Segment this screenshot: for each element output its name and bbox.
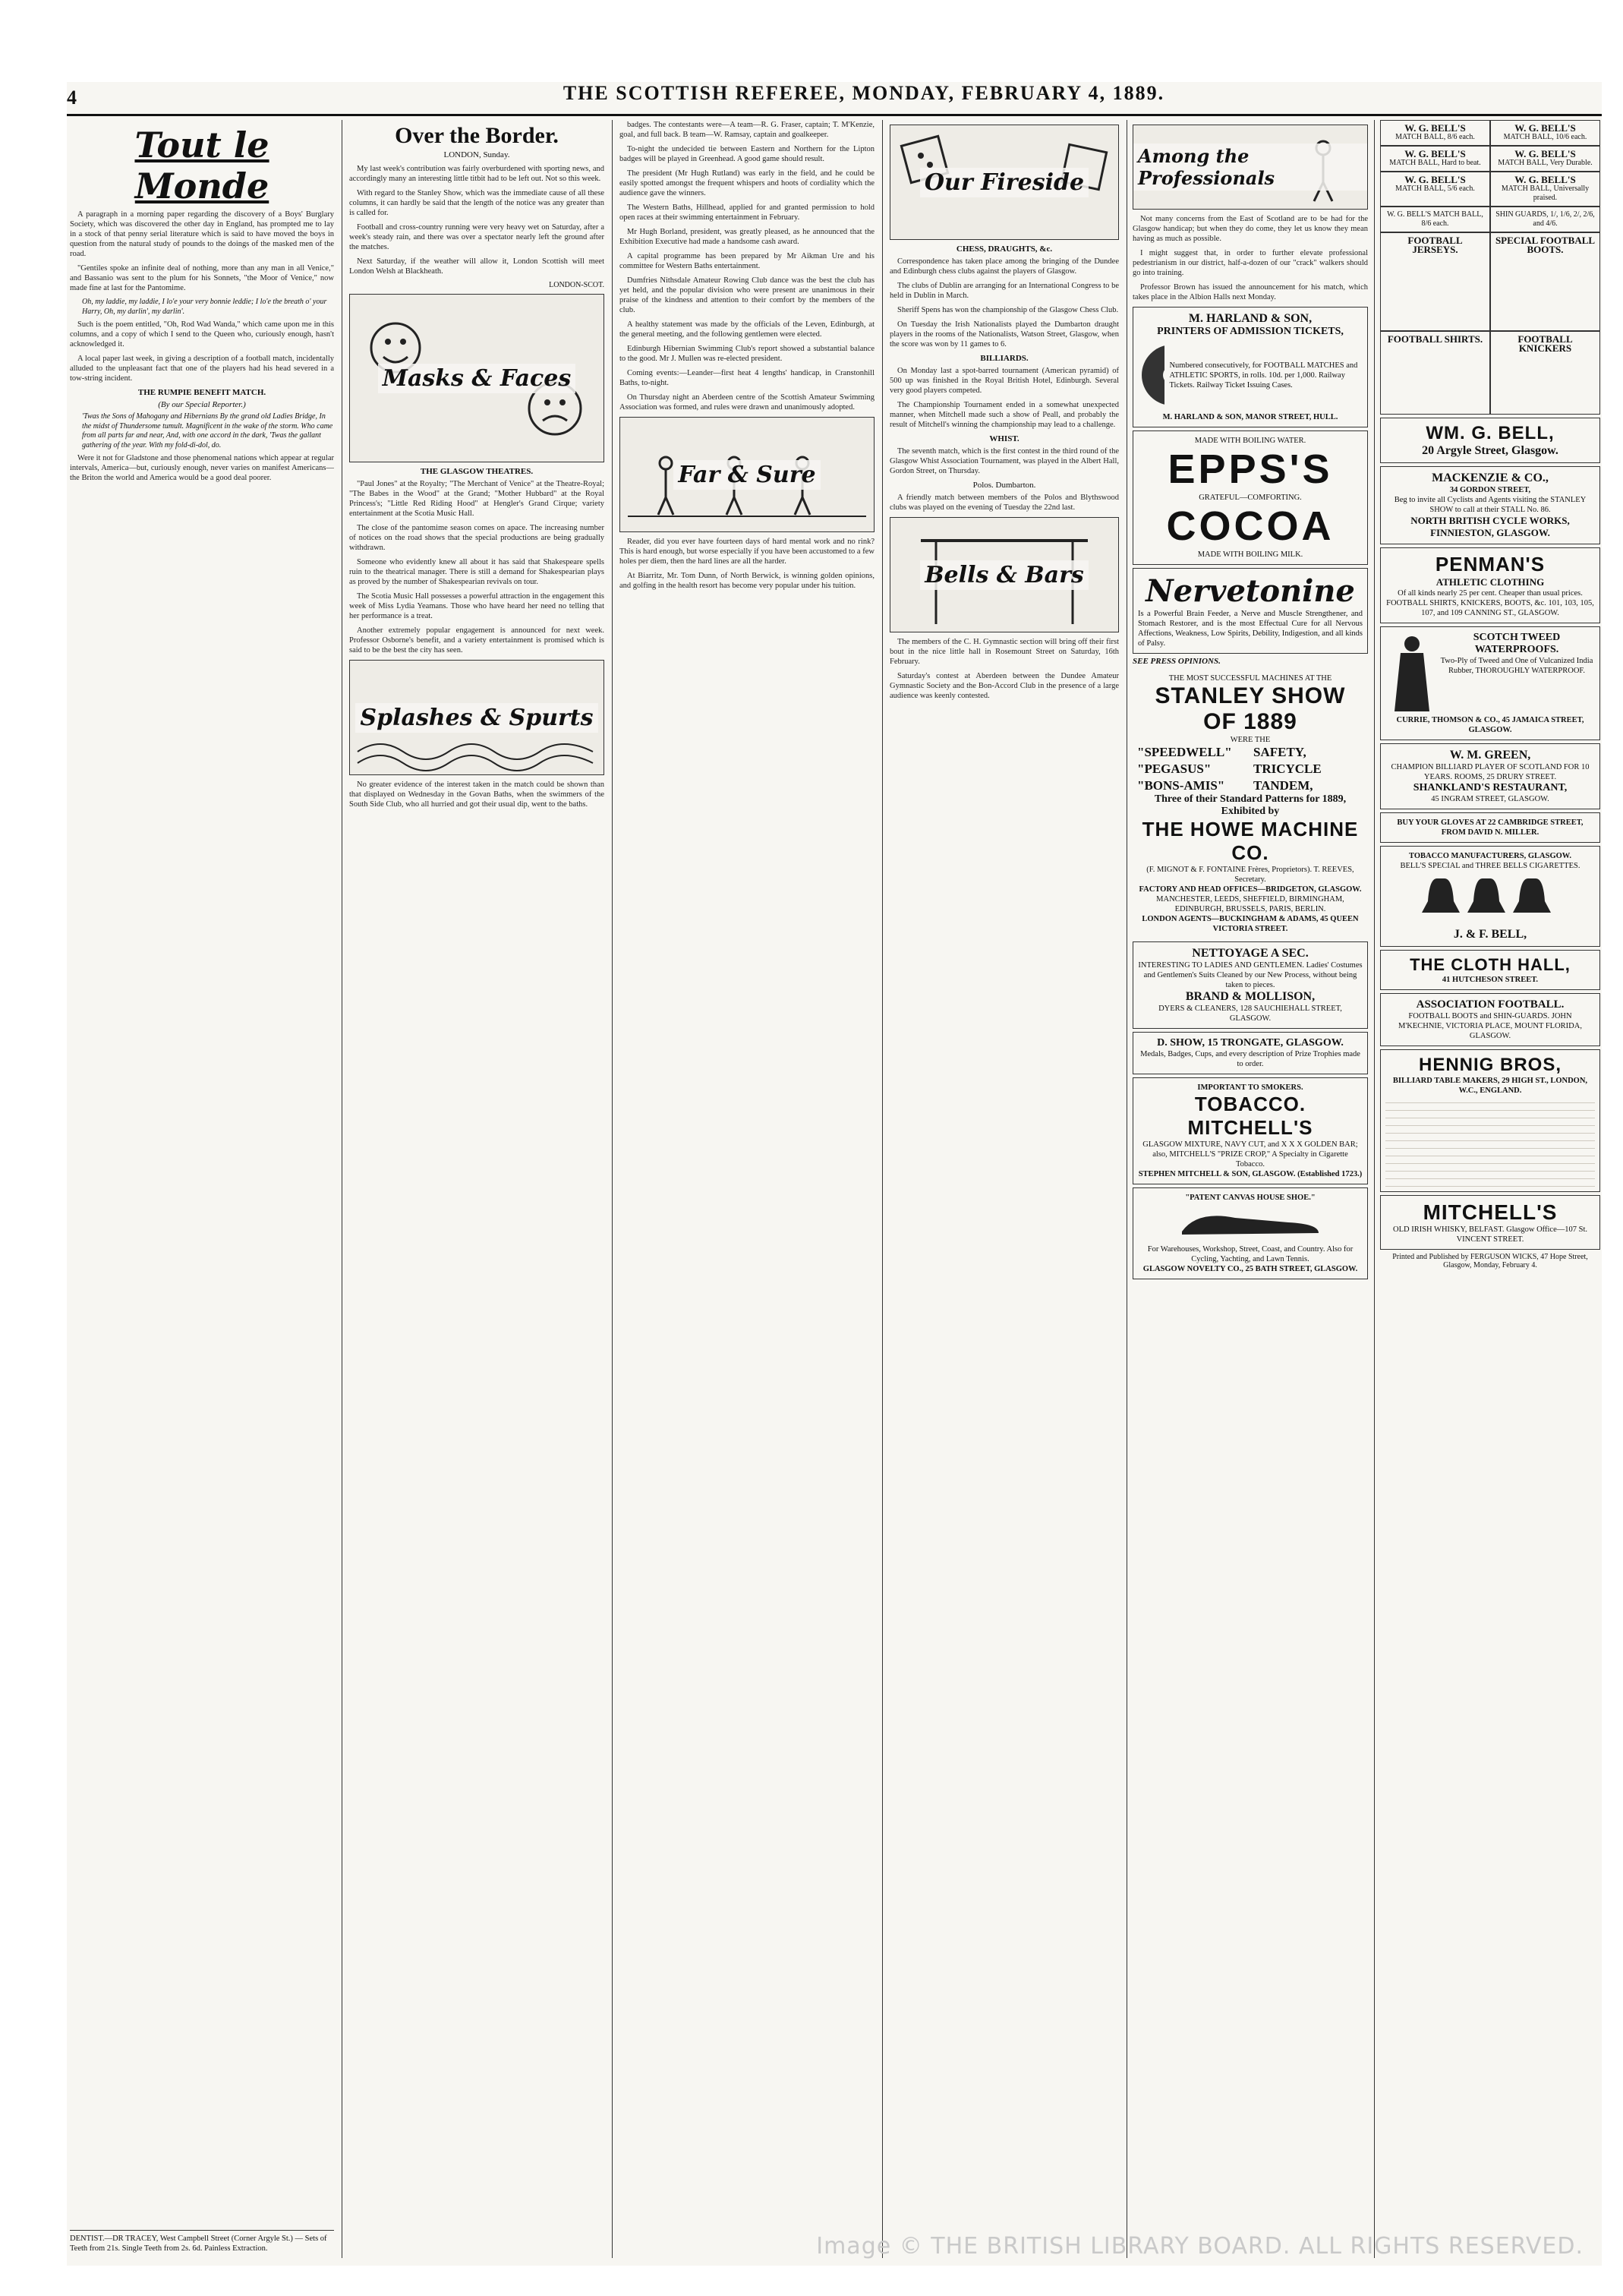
association-body: FOOTBALL BOOTS and SHIN-GUARDS. JOHN M'KECHNIE, VICTORIA PLACE, MOUNT FLORIDA, GLASGOW. bbox=[1398, 1012, 1582, 1040]
byline: (By our Special Reporter.) bbox=[158, 400, 246, 409]
results-table-header: Polos. Dumbarton. bbox=[972, 481, 1036, 490]
splashes-and-spurts-illustration bbox=[349, 660, 604, 775]
article-paragraph: Dumfries Nithsdale Amateur Rowing Club dance was the best the club has yet held, and the popular division who were present are unanimous in their praise of the kindness and attention to their comfort by the members of the club. bbox=[619, 276, 875, 314]
article-paragraph: No greater evidence of the interest taken in the match could be shown than that displayed on Wednesday in the Govan Baths, when the swimmers of the South Side Club, who all hurried and got their usual dip, went to the baths. bbox=[349, 781, 604, 809]
article-paragraph: On Thursday night an Aberdeen centre of the Scottish Amateur Swimming Association was formed, and rules were drawn and unanimously adopted. bbox=[619, 393, 875, 412]
article-paragraph: The president (Mr Hugh Rutland) was early in the field, and he could be easily spotted amongst the frequent whispers and hoots of cordiality which the audience gave the winners. bbox=[619, 169, 875, 197]
article-paragraph: "Gentiles spoke an infinite deal of nothing, more than any man in all Venice," and Bassanio was sent to the plum for his Sonnets, "the Moor of Venice," now made fine at last for the Pantomime. bbox=[70, 264, 334, 292]
mitchell-tobacco-advert bbox=[1133, 1077, 1368, 1184]
canvas-shoe-advert bbox=[1133, 1187, 1368, 1279]
harland-advert bbox=[1133, 307, 1368, 427]
association-heading: ASSOCIATION FOOTBALL. bbox=[1416, 998, 1565, 1011]
association-football-advert bbox=[1380, 993, 1600, 1046]
masthead: THE SCOTTISH REFEREE, MONDAY, FEBRUARY 4, 1889. bbox=[563, 82, 1165, 104]
illustration-caption: Far & Sure bbox=[673, 460, 820, 490]
mitchells-whisky-name: MITCHELL'S bbox=[1423, 1200, 1558, 1224]
nb-cycle-works: NORTH BRITISH CYCLE WORKS, FINNIESTON, GLASGOW. bbox=[1410, 515, 1570, 538]
d-show-advert bbox=[1133, 1032, 1368, 1074]
our-fireside-illustration bbox=[890, 125, 1119, 240]
novelty-address: GLASGOW NOVELTY CO., 25 BATH STREET, GLASGOW. bbox=[1142, 1265, 1358, 1273]
howe-factory: FACTORY AND HEAD OFFICES—BRIDGETON, GLASGOW. bbox=[1139, 885, 1362, 894]
masks-and-faces-illustration bbox=[349, 294, 604, 462]
column-over-the-border bbox=[349, 120, 604, 2253]
epps-cocoa-advert bbox=[1133, 430, 1368, 565]
mitchells-whisky-advert bbox=[1380, 1195, 1600, 1250]
epps-water-line: MADE WITH BOILING WATER. bbox=[1194, 437, 1306, 445]
article-paragraph: The Scotia Music Hall possesses a powerful attraction in the engagement this week of Miss Lydia Yeamans. Those who have heard her need no telling that her performance is a treat. bbox=[349, 592, 604, 620]
column-our-fireside bbox=[890, 120, 1119, 2253]
currie-thomson: CURRIE, THOMSON & CO., 45 JAMAICA STREET, GLASGOW. bbox=[1396, 716, 1584, 734]
article-paragraph: Professor Brown has issued the announcement for his match, which takes place in the Albion Halls next Monday. bbox=[1133, 283, 1368, 301]
bell-ad-cell: W. G. BELL'S MATCH BALL, Very Durable. bbox=[1490, 146, 1600, 172]
section-subheading: THE GLASGOW THEATRES. bbox=[420, 467, 534, 476]
article-paragraph: A capital programme has been prepared by Mr Aikman Ure and his committee for Western Baths entertainment. bbox=[619, 252, 875, 270]
column-professionals-and-ads bbox=[1133, 120, 1368, 2253]
poem: Oh, my laddie, my laddie, I lo'e your very bonnie leddie; I lo'e the breath o' your Harry, Oh, my darlin', my darlin'. bbox=[82, 298, 327, 316]
penman-name: PENMAN'S bbox=[1435, 553, 1546, 576]
epps-brand: EPPS'S bbox=[1168, 446, 1333, 492]
penman-sub: ATHLETIC CLOTHING bbox=[1435, 576, 1545, 588]
stanley-title: STANLEY SHOW OF 1889 bbox=[1155, 683, 1346, 734]
gloves-body: BUY YOUR GLOVES AT 22 CAMBRIDGE STREET, FROM DAVID N. MILLER. bbox=[1397, 818, 1584, 837]
signature: LONDON-SCOT. bbox=[549, 281, 604, 289]
cloth-hall-address: 41 HUTCHESON STREET. bbox=[1442, 976, 1539, 984]
advert-heading: M. HARLAND & SON, bbox=[1188, 312, 1313, 325]
article-paragraph: The Western Baths, Hillhead, applied for and granted permission to hold open races at their swimming entertainment in February. bbox=[619, 203, 875, 222]
article-paragraph: Edinburgh Hibernian Swimming Club's report showed a substantial balance to the good. Mr J. Mullen was re-elected president. bbox=[619, 345, 875, 363]
article-paragraph: Such is the poem entitled, "Oh, Rod Wad Wanda," which came upon me in this columns, and a copy of which I send to the Queen who, curiously enough, hasn't acknowledged it. bbox=[70, 320, 334, 348]
green-name: W. M. GREEN, bbox=[1449, 749, 1531, 762]
advert-subheading: PRINTERS OF ADMISSION TICKETS, bbox=[1157, 326, 1344, 337]
d-show-heading: D. SHOW, 15 TRONGATE, GLASGOW. bbox=[1157, 1037, 1344, 1049]
cloth-hall-name: THE CLOTH HALL, bbox=[1410, 955, 1571, 974]
shirts-heading: FOOTBALL SHIRTS. bbox=[1387, 333, 1483, 345]
article-paragraph: Not many concerns from the East of Scotland are to be had for the Glasgow handicap; but when they do come, they let us know they mean having as much as possible. bbox=[1133, 215, 1368, 243]
penman-body: Of all kinds nearly 25 per cent. Cheaper than usual prices. FOOTBALL SHIRTS, KNICKERS, BOOTS, &c. 101, 103, 105, 107, and 109 CANNING ST., GLASGOW. bbox=[1386, 589, 1594, 617]
mackenzie-advert bbox=[1380, 466, 1600, 544]
column-divider bbox=[1374, 120, 1375, 2258]
dentist-advert bbox=[70, 2230, 334, 2253]
stanley-show-advert bbox=[1133, 669, 1368, 938]
illustration-caption: Among the Professionals bbox=[1133, 144, 1367, 191]
article-paragraph: The clubs of Dublin are arranging for an International Congress to be held in Dublin in March. bbox=[890, 282, 1119, 300]
shankland-address: 45 INGRAM STREET, GLASGOW. bbox=[1431, 795, 1549, 803]
waterproofs-heading: SCOTCH TWEED WATERPROOFS. bbox=[1473, 632, 1561, 655]
green-body: CHAMPION BILLIARD PLAYER OF SCOTLAND FOR 10 YEARS. ROOMS, 25 DRURY STREET. bbox=[1391, 763, 1590, 781]
article-paragraph: Another extremely popular engagement is announced for next week. Professor Osborne's benefit, and a variety entertainment is promised which is said to be the best the city has seen. bbox=[349, 626, 604, 654]
ticket-roll-icon bbox=[1138, 341, 1164, 409]
shoe-body: For Warehouses, Workshop, Street, Coast, and Country. Also for Cycling, Yachting, and Lawn Tennis. bbox=[1147, 1245, 1354, 1263]
image-credit: Image © THE BRITISH LIBRARY BOARD. ALL RIGHTS RESERVED. bbox=[816, 2233, 1584, 2260]
shankland-name: SHANKLAND'S RESTAURANT, bbox=[1413, 782, 1568, 793]
article-paragraph: Coming events:—Leander—first heat 4 lengths' handicap, in Cranstonhill Baths, to-night. bbox=[619, 369, 875, 387]
article-paragraph: The members of the C. H. Gymnastic section will bring off their first bout in the nice little hall in Rosemount Street on Saturday, 16th February. bbox=[890, 638, 1119, 666]
brand-mollison: BRAND & MOLLISON, bbox=[1185, 990, 1316, 1003]
tobacco-word: TOBACCO. bbox=[1194, 1093, 1306, 1115]
article-paragraph: Saturday's contest at Aberdeen between the Dundee Amateur Gymnastic Society and the Bon-Accord Club in the presence of a large audience was keenly contested. bbox=[890, 672, 1119, 700]
gloves-advert bbox=[1380, 812, 1600, 843]
section-subheading: THE RUMPIE BENEFIT MATCH. bbox=[137, 388, 266, 397]
nettoyage-heading: NETTOYAGE A SEC. bbox=[1192, 947, 1309, 960]
among-the-professionals-illustration bbox=[1133, 125, 1368, 210]
article-paragraph: With regard to the Stanley Show, which was the immediate cause of all these columns, it can hardly be said that the length of the notice was any greater than is called for. bbox=[349, 189, 604, 217]
stanley-three-patterns: Three of their Standard Patterns for 1889, Exhibited by bbox=[1154, 793, 1347, 817]
article-paragraph: A local paper last week, in giving a description of a football match, incidentally alluded to the unpleasant fact that one of the players had his head severed in a tow-string incident. bbox=[70, 355, 334, 383]
machine-type-tandem: TANDEM, bbox=[1253, 778, 1313, 793]
jf-bell-name: J. & F. BELL, bbox=[1453, 928, 1527, 941]
nettoyage-advert bbox=[1133, 941, 1368, 1029]
section-subheading: WHIST. bbox=[989, 434, 1019, 443]
article-paragraph: My last week's contribution was fairly overburdened with sporting news, and accordingly many an interesting little titbit had to be left out. Not so this week. bbox=[349, 165, 604, 183]
stanley-top: THE MOST SUCCESSFUL MACHINES AT THE bbox=[1168, 674, 1332, 683]
mitchells-footer: STEPHEN MITCHELL & SON, GLASGOW. (Established 1723.) bbox=[1138, 1170, 1363, 1178]
article-paragraph: Next Saturday, if the weather will allow it, London Scottish will meet London Welsh at Blackheath. bbox=[349, 257, 604, 276]
nervetonine-advert bbox=[1133, 568, 1368, 654]
machine-type-safety: SAFETY, bbox=[1253, 745, 1306, 759]
howe-machine-company: THE HOWE MACHINE CO. bbox=[1142, 818, 1359, 864]
epps-tagline: GRATEFUL—COMFORTING. bbox=[1199, 494, 1302, 502]
mackenzie-address: 34 GORDON STREET, bbox=[1449, 486, 1531, 494]
article-paragraph: badges. The contestants were—A team—R. G. Fraser, captain; T. M'Kenzie, goal, and full back. B team—W. Ramsay, captain and goalkeeper. bbox=[619, 121, 875, 139]
advert-body: Numbered consecutively, for FOOTBALL MATCHES and ATHLETIC SPORTS, in rolls. 10d. per 1,000. Railway Tickets. Railway Ticket Issuing Cases. bbox=[1169, 361, 1358, 390]
bell-ad-cell: W. G. BELL'S MATCH BALL, 8/6 each. bbox=[1380, 207, 1490, 232]
waterproofs-body: Two-Ply of Tweed and One of Vulcanized India Rubber, THOROUGHLY WATERPROOF. bbox=[1440, 657, 1593, 675]
illustration-caption: Bells & Bars bbox=[920, 560, 1089, 590]
article-paragraph: Were it not for Gladstone and those phenomenal nations which appear at regular intervals, America—but, curiously enough, never varies on manifest Americans—the Briton the world and America would be a good deal poorer. bbox=[70, 454, 334, 482]
article-paragraph: On Tuesday the Irish Nationalists played the Dumbarton draught players in the rooms of the Nationalists, Watson Street, Glasgow, when the score was won by 11 games to 6. bbox=[890, 320, 1119, 348]
poem: 'Twas the Sons of Mahogany and Hibernians By the grand old Ladies Bridge, In the midst of Thundersome tumult. Magnificent in the wake of the storm. Who came from all parts far and near, And, with one accord in the dark, 'Twas the gallant gathering of the year. With my fold-di-dol, do. bbox=[82, 412, 333, 449]
masthead-rule bbox=[67, 114, 1602, 116]
machine-bons-amis: "BONS-AMIS" bbox=[1137, 778, 1225, 793]
shoe-icon bbox=[1174, 1203, 1326, 1241]
article-paragraph: Correspondence has taken place among the bringing of the Dundee and Edinburgh chess clubs against the players of Glasgow. bbox=[890, 257, 1119, 276]
hennig-bros-advert bbox=[1380, 1049, 1600, 1192]
article-paragraph: To-night the undecided tie between Eastern and Northern for the Lipton badges will be played in Greenhead. A good game should result. bbox=[619, 145, 875, 163]
man-in-coat-icon bbox=[1385, 632, 1439, 715]
jf-bell-sub: TOBACCO MANUFACTURERS, GLASGOW. bbox=[1409, 852, 1571, 860]
wm-bell-address: 20 Argyle Street, Glasgow. bbox=[1422, 444, 1558, 457]
section-title: Over the Border. bbox=[395, 123, 559, 148]
hennig-sub: BILLIARD TABLE MAKERS, 29 HIGH ST., LONDON, W.C., ENGLAND. bbox=[1392, 1077, 1588, 1095]
bells-and-bars-illustration bbox=[890, 517, 1119, 632]
waterproofs-advert bbox=[1380, 626, 1600, 740]
column-tout-le-monde bbox=[70, 120, 334, 2253]
machine-type-tricycle: TRICYCLE bbox=[1253, 762, 1322, 776]
mackenzie-body: Beg to invite all Cyclists and Agents visiting the STANLEY SHOW to call at their STALL No. 86. bbox=[1394, 496, 1587, 514]
article-paragraph: Sheriff Spens has won the championship of the Glasgow Chess Club. bbox=[897, 306, 1119, 314]
article-paragraph: Reader, did you ever have fourteen days of hard mental work and no rink? This is hard enough, but worse especially if you have been accustomed to a few holes per diem, then the hard lines are all the harder. bbox=[619, 538, 875, 566]
green-billiards-advert bbox=[1380, 743, 1600, 809]
penman-advert bbox=[1380, 547, 1600, 623]
hennig-name: HENNIG BROS, bbox=[1418, 1055, 1562, 1075]
far-and-sure-illustration bbox=[619, 417, 875, 532]
stanley-were: WERE THE bbox=[1230, 736, 1271, 744]
mackenzie-name: MACKENZIE & CO., bbox=[1432, 472, 1549, 484]
nettoyage-body: INTERESTING TO LADIES AND GENTLEMEN. Ladies' Costumes and Gentlemen's Suits Cleaned by our New Process, without being taken to pieces. bbox=[1138, 961, 1363, 989]
bell-ad-cell: W. G. BELL'S MATCH BALL, 10/6 each. bbox=[1490, 120, 1600, 146]
article-paragraph: "Paul Jones" at the Royalty; "The Merchant of Venice" at the Theatre-Royal; "The Babes in the Wood" at the Grand; "Mother Hubbard" at the Royal Princess's; "Little Red Riding Hood" at Hengler's Grand Cirque; variety entertainment at the Scotia Music Hall. bbox=[349, 480, 604, 518]
wm-bell-name: WM. G. BELL, bbox=[1426, 423, 1555, 443]
illustration-caption: Our Fireside bbox=[920, 168, 1089, 197]
article-paragraph: I might suggest that, in order to further elevate professional pedestrianism in our district, half-a-dozen of our "crack" walkers should go into training. bbox=[1133, 249, 1368, 277]
hennig-body-text bbox=[1385, 1096, 1595, 1187]
jerseys-heading: FOOTBALL JERSEYS. bbox=[1407, 235, 1463, 255]
brand-mollison-address: DYERS & CLEANERS, 128 SAUCHIEHALL STREET, GLASGOW. bbox=[1158, 1004, 1342, 1023]
section-subheading: BILLIARDS. bbox=[980, 354, 1029, 363]
article-paragraph: A friendly match between members of the Polos and Blythswood clubs was played on the evening of Tuesday the 22nd last. bbox=[890, 494, 1119, 512]
epps-milk-line: MADE WITH BOILING MILK. bbox=[1197, 550, 1303, 559]
article-paragraph: Mr Hugh Borland, president, was greatly pleased, as he announced that the Exhibition Executive had made a handsome cash award. bbox=[619, 228, 875, 246]
article-paragraph: On Monday last a spot-barred tournament (American pyramid) of 500 up was finished in the Royal British Hotel, Edinburgh. Several very good players competed. bbox=[890, 367, 1119, 395]
advert-footer: M. HARLAND & SON, MANOR STREET, HULL. bbox=[1162, 413, 1338, 421]
mitchells-brand: MITCHELL'S bbox=[1187, 1116, 1313, 1139]
jf-bell-advert bbox=[1380, 846, 1600, 947]
mitchells-whisky-body: OLD IRISH WHISKY, BELFAST. Glasgow Office—107 St. VINCENT STREET. bbox=[1393, 1225, 1587, 1244]
illustration-caption: Splashes & Spurts bbox=[355, 703, 597, 733]
article-paragraph: At Biarritz, Mr. Tom Dunn, of North Berwick, is winning golden opinions, and golfing in the health resort has become very popular under his tuition. bbox=[619, 572, 875, 590]
jf-bell-body: BELL'S SPECIAL and THREE BELLS CIGARETTES. bbox=[1400, 862, 1580, 870]
dateline: LONDON, Sunday. bbox=[443, 150, 510, 159]
bell-match-ball-grid bbox=[1380, 120, 1600, 415]
bell-ad-cell: W. G. BELL'S MATCH BALL, Universally praised. bbox=[1490, 172, 1600, 207]
column-divider bbox=[612, 120, 613, 2258]
column-sports-notes bbox=[619, 120, 875, 2253]
article-paragraph: Football and cross-country running were very heavy wet on Saturday, after a week's steady rain, and there was over a spectator nearly left the ground after the matches. bbox=[349, 223, 604, 251]
article-paragraph: A paragraph in a morning paper regarding the discovery of a Boys' Burglary Society, which was discovered the other day in England, has prompted me to lay in a stock of that penny serial literature which is said to have moved the boys in question from the natural study of pounds to the doings of the masked men of the road. bbox=[70, 210, 334, 258]
column-advertisements bbox=[1380, 120, 1600, 2253]
article-paragraph: A healthy statement was made by the officials of the Leven, Edinburgh, at the general meeting, and the following gentlemen were elected. bbox=[619, 320, 875, 339]
howe-proprietors: (F. MIGNOT & F. FONTAINE Frères, Proprietors). T. REEVES, Secretary. bbox=[1146, 866, 1354, 884]
newspaper-page bbox=[67, 82, 1602, 2266]
knickers-heading: FOOTBALL KNICKERS bbox=[1517, 333, 1573, 354]
howe-cities: MANCHESTER, LEEDS, SHEFFIELD, BIRMINGHAM, EDINBURGH, BRUSSELS, PARIS, BERLIN. bbox=[1156, 895, 1344, 913]
article-paragraph: The Championship Tournament ended in a somewhat unexpected manner, when Mitchell made such a show of Peall, and probably the result of Mitchell's winning the championship may lead to a challenge. bbox=[890, 401, 1119, 429]
imprint: Printed and Published by FERGUSON WICKS, 47 Hope Street, Glasgow, Monday, February 4. bbox=[1392, 1253, 1588, 1269]
bell-ad-cell: W. G. BELL'S MATCH BALL, 8/6 each. bbox=[1380, 120, 1490, 146]
three-bells-icon bbox=[1414, 871, 1566, 924]
howe-london-agents: LONDON AGENTS—BUCKINGHAM & ADAMS, 45 QUEEN VICTORIA STREET. bbox=[1142, 915, 1359, 933]
cloth-hall-advert bbox=[1380, 950, 1600, 990]
nervetonine-body: Is a Powerful Brain Feeder, a Nerve and Muscle Strengthener, and Stomach Restorer, and is the most Effectual Cure for all Nervous Affections, Weakness, Low Spirits, Debility, Indigestion, and all kinds of Palsy. bbox=[1138, 610, 1363, 648]
smokers-line: IMPORTANT TO SMOKERS. bbox=[1197, 1083, 1303, 1092]
cocoa-word: COCOA bbox=[1166, 503, 1335, 549]
section-title: Tout le Monde bbox=[134, 125, 269, 207]
mitchells-body: GLASGOW MIXTURE, NAVY CUT, and X X X GOLDEN BAR; also, MITCHELL'S "PRIZE CROP," A Specialty in Cigarette Tobacco. bbox=[1142, 1140, 1358, 1168]
wm-bell-advert bbox=[1380, 418, 1600, 463]
machine-pegasus: "PEGASUS" bbox=[1137, 762, 1212, 776]
boots-heading: SPECIAL FOOTBALL BOOTS. bbox=[1495, 235, 1596, 255]
shoe-heading: "PATENT CANVAS HOUSE SHOE." bbox=[1185, 1194, 1316, 1202]
section-subheading: CHESS, DRAUGHTS, &c. bbox=[956, 244, 1053, 254]
page-number: 4 bbox=[67, 87, 77, 109]
illustration-caption: Masks & Faces bbox=[378, 364, 576, 393]
d-show-body: Medals, Badges, Cups, and every description of Prize Trophies made to order. bbox=[1140, 1050, 1360, 1068]
bell-ad-cell: W. G. BELL'S MATCH BALL, Hard to beat. bbox=[1380, 146, 1490, 172]
press-opinions: SEE PRESS OPINIONS. bbox=[1133, 657, 1221, 666]
article-paragraph: The close of the pantomime season comes on apace. The increasing number of notices on the road shows that the special productions are being gradually withdrawn. bbox=[349, 524, 604, 552]
column-divider bbox=[882, 120, 883, 2258]
article-paragraph: The seventh match, which is the first contest in the third round of the Glasgow Whist Association Tournament, was played in the Albert Hall, Gordon Street, on Thursday. bbox=[890, 447, 1119, 475]
dentist-advert-text: DENTIST.—DR TRACEY, West Campbell Street (Corner Argyle St.) — Sets of Teeth from 21s. Single Teeth from 2s. 6d. Painless Extraction. bbox=[70, 2234, 327, 2253]
article-paragraph: Someone who evidently knew all about it has said that Shakespeare spells ruin to the theatrical manager. There is still a demand for Shakespearian plays as proved by the number of Shakespearian revivals on tour. bbox=[349, 558, 604, 586]
machine-speedwell: "SPEEDWELL" bbox=[1137, 745, 1232, 759]
nervetonine-brand: Nervetonine bbox=[1146, 573, 1355, 609]
shin-guards-cell: SHIN GUARDS, 1/, 1/6, 2/, 2/6, and 4/6. bbox=[1490, 207, 1600, 232]
bell-ad-cell: W. G. BELL'S MATCH BALL, 5/6 each. bbox=[1380, 172, 1490, 207]
